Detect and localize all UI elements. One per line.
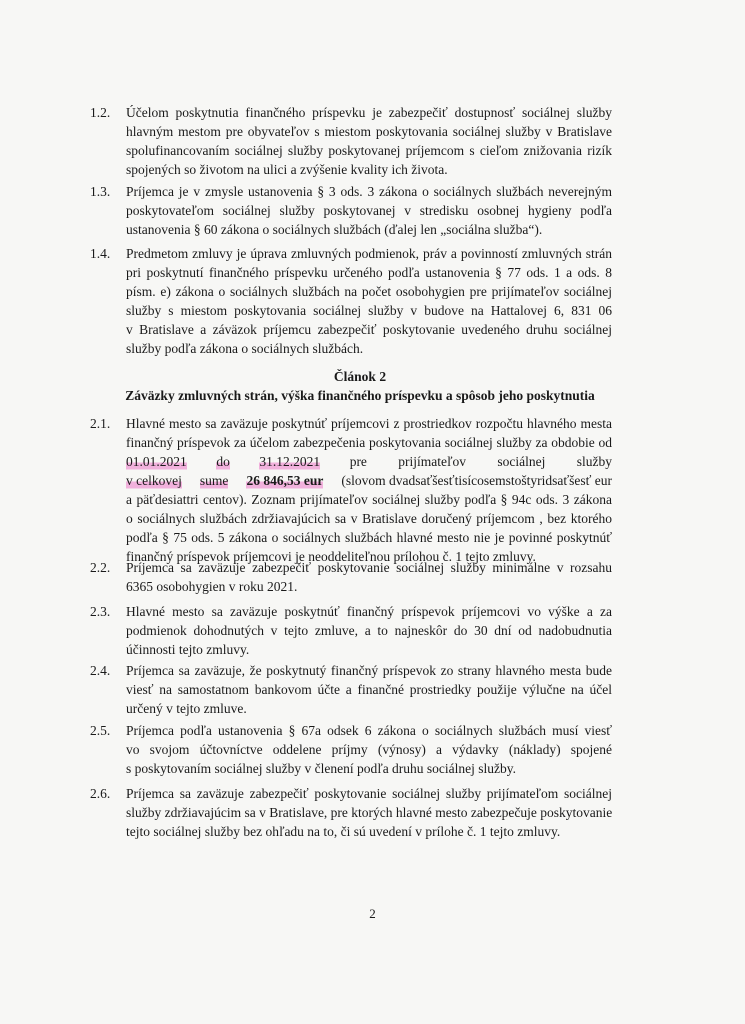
text-line-amount bbox=[126, 471, 612, 490]
paragraph-text bbox=[126, 661, 612, 718]
text-line: s poskytovaním sociálnej služby v členení podľa druhu sociálnej služby. bbox=[126, 761, 517, 776]
text-line: pri poskytnutí finančného príspevku určeného podľa ustanovenia § 77 ods. 1 a ods. 8 bbox=[126, 265, 612, 280]
text-line: Príjemca sa zaväzuje, že poskytnutý finančný príspevok zo strany hlavného mesta bude bbox=[126, 663, 612, 678]
article-title: Článok 2 bbox=[333, 369, 387, 384]
text-line: v Bratislave a záväzok príjemcu zabezpečiť poskytovanie uvedeného druhu sociálnej bbox=[126, 322, 612, 337]
text-line: Príjemca sa zaväzuje zabezpečiť poskytovanie sociálnej služby minimálne v rozsahu bbox=[126, 560, 612, 575]
paragraph-number: 1.2. bbox=[90, 105, 111, 120]
paragraph-number: 2.6. bbox=[90, 786, 111, 801]
text-line: podmienok dohodnutých v tejto zmluve, a to najneskôr do 30 dní od nadobudnutia bbox=[126, 623, 612, 638]
paragraph-number: 2.5. bbox=[90, 723, 111, 738]
text-line: tejto sociálnej služby bez ohľadu na to, či sú uvedení v prílohe č. 1 tejto zmluvy. bbox=[126, 824, 561, 839]
paragraph-number: 2.4. bbox=[90, 663, 111, 678]
text-line: poskytovateľom sociálnej služby poskytovanej v stredisku osobnej hygieny podľa bbox=[126, 203, 612, 218]
text-line: 6365 osobohygien v roku 2021. bbox=[126, 579, 298, 594]
text-line: spolufinancovaním sociálnej služby poskytovanej príjemcom s cieľom znižovania rizík bbox=[126, 143, 612, 158]
text-line: spojených so životom na ulici a zvýšenie kvality ich života. bbox=[126, 162, 448, 177]
highlighted-amount: 26 846,53 eur bbox=[246, 473, 324, 488]
text-line: služby s miestom poskytovania sociálnej služby v budove na Hattalovej 6, 831 06 bbox=[126, 303, 612, 318]
text-line: podľa § 75 ods. 5 zákona o sociálnych službách hlavné mesto nie je povinné poskytnúť bbox=[126, 530, 612, 545]
article-subtitle: Záväzky zmluvných strán, výška finančného príspevku a spôsob jeho poskytnutia bbox=[125, 388, 595, 403]
paragraph-text bbox=[126, 558, 612, 596]
text-line: určený v tejto zmluve. bbox=[126, 701, 247, 716]
period-rest: pre prijímateľov sociálnej služby bbox=[349, 454, 612, 469]
text-line: služby podľa zákona o sociálnych službách. bbox=[126, 341, 364, 356]
paragraph-number: 2.2. bbox=[90, 560, 111, 575]
paragraph-number: 1.3. bbox=[90, 184, 111, 199]
text-line: a päťdesiattri centov). Zoznam prijímateľov sociálnej služby podľa § 94c ods. 3 zákona bbox=[126, 492, 612, 507]
text-line: finančný príspevok za účelom zabezpečenia poskytovania sociálnej služby za obdobie od bbox=[126, 435, 612, 450]
text-line: Hlavné mesto sa zaväzuje poskytnúť finančný príspevok príjemcovi vo výške a za bbox=[126, 604, 612, 619]
text-line: Účelom poskytnutia finančného príspevku je zabezpečiť dostupnosť sociálnej služby bbox=[126, 105, 612, 120]
text-line: finančný príspevok príjemcovi je neoddeliteľnou prílohou č. 1 tejto zmluvy. bbox=[126, 549, 536, 564]
text-line: hlavným mestom pre obyvateľov s miestom poskytovania sociálnej služby v Bratislave bbox=[126, 124, 612, 139]
paragraph-number: 1.4. bbox=[90, 246, 111, 261]
text-line: Hlavné mesto sa zaväzuje poskytnúť príjemcovi z prostriedkov rozpočtu hlavného mesta bbox=[126, 416, 612, 431]
paragraph-number: 2.3. bbox=[90, 604, 111, 619]
page-number: 2 bbox=[369, 906, 376, 921]
text-line-period bbox=[126, 452, 612, 471]
paragraph-text bbox=[126, 414, 612, 566]
amount-in-words: (slovom dvadsaťšesťtisícosemstoštyridsaťšesť eur bbox=[341, 473, 612, 488]
text-line: o sociálnych službách zdržiavajúcich sa v Bratislave doručený príjemcom , bez ktorého bbox=[126, 511, 612, 526]
text-line: Predmetom zmluvy je úprava zmluvných podmienok, práv a povinností zmluvných strán bbox=[126, 246, 612, 261]
highlighted-sum-word: sume bbox=[199, 473, 229, 488]
highlighted-date-to: 31.12.2021 bbox=[259, 454, 321, 469]
highlighted-word-do: do bbox=[216, 454, 230, 469]
paragraph-text bbox=[126, 182, 612, 239]
text-line: viesť na samostatnom bankovom účte a finančné prostriedky použije výlučne na účel bbox=[126, 682, 612, 697]
text-line: účinnosti tejto zmluvy. bbox=[126, 642, 250, 657]
text-line: Príjemca sa zaväzuje zabezpečiť poskytovanie sociálnej služby prijímateľom sociálnej bbox=[126, 786, 612, 801]
paragraph-text bbox=[126, 244, 612, 358]
highlighted-date-from: 01.01.2021 bbox=[126, 454, 187, 469]
paragraph-text bbox=[126, 784, 612, 841]
paragraph-text bbox=[126, 103, 612, 179]
text-line: vo svojom účtovníctve oddelene príjmy (výnosy) a výdavky (náklady) spojené bbox=[126, 742, 612, 757]
paragraph-number: 2.1. bbox=[90, 416, 111, 431]
text-line: Príjemca podľa ustanovenia § 67a odsek 6 zákona o sociálnych službách musí viesť bbox=[126, 723, 612, 738]
text-line: služby zdržiavajúcim sa v Bratislave, pre ktorých hlavné mesto zabezpečuje poskytovanie bbox=[126, 805, 613, 820]
text-line: písm. e) zákona o sociálnych službách na počet osobohygien pre prijímateľov sociálnej bbox=[126, 284, 612, 299]
highlighted-in-total: v celkovej bbox=[126, 473, 182, 488]
text-line: ustanovenia § 60 zákona o sociálnych službách (ďalej len „sociálna služba“). bbox=[126, 222, 543, 237]
text-line: Príjemca je v zmysle ustanovenia § 3 ods. 3 zákona o sociálnych službách neverejným bbox=[126, 184, 612, 199]
paragraph-text bbox=[126, 602, 612, 659]
paragraph-text bbox=[126, 721, 612, 778]
